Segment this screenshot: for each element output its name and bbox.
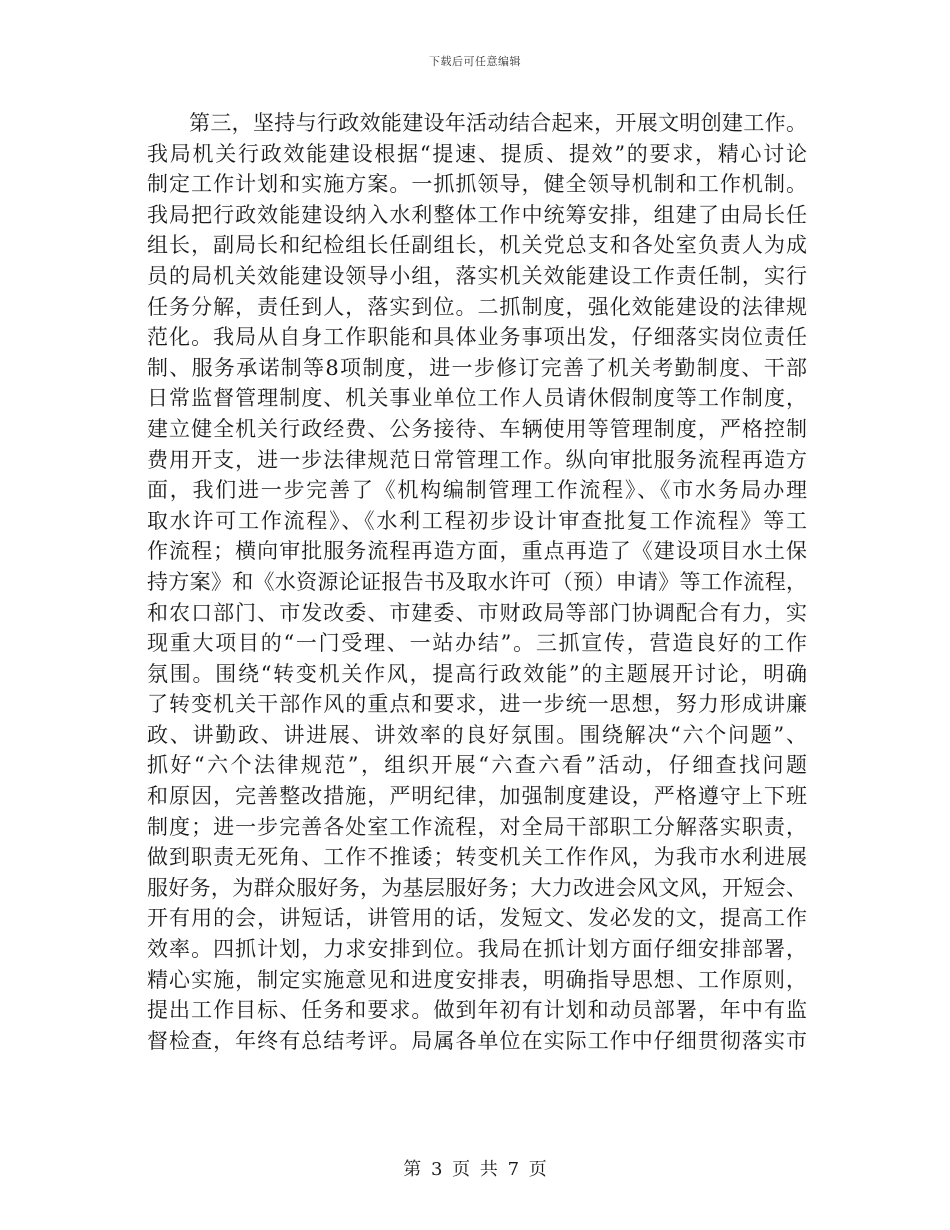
paragraph-line: 开有用的会，讲短话，讲管用的话，发短文、发必发的文，提高工作 [147, 906, 807, 931]
paragraph-line: 提出工作目标、任务和要求。做到年初有计划和动员部署，年中有监 [147, 998, 807, 1023]
paragraph-line: 抓好“六个法律规范”，组织开展“六查六看”活动，仔细查找问题 [147, 753, 807, 778]
paragraph-line: 我局机关行政效能建设根据“提速、提质、提效”的要求，精心讨论 [147, 141, 807, 166]
paragraph-line: 作流程；横向审批服务流程再造方面，重点再造了《建设项目水土保 [147, 539, 807, 564]
document-body [147, 108, 807, 1056]
paragraph-line: 督检查，年终有总结考评。局属各单位在实际工作中仔细贯彻落实市 [147, 1028, 807, 1053]
paragraph-line: 政、讲勤政、讲进展、讲效率的良好氛围。围绕解决“六个问题”、 [147, 722, 807, 747]
paragraph-line: 日常监督管理制度、机关事业单位工作人员请休假制度等工作制度， [147, 386, 807, 411]
paragraph-line: 费用开支，进一步法律规范日常管理工作。纵向审批服务流程再造方 [147, 447, 807, 472]
page-header: 下载后可任意编辑 [429, 55, 521, 68]
paragraph-line: 现重大项目的“一门受理、一站办结”。三抓宣传，营造良好的工作 [147, 631, 807, 656]
paragraph-line: 和原因，完善整改措施，严明纪律，加强制度建设，严格遵守上下班 [147, 784, 807, 809]
paragraph-line: 效率。四抓计划，力求安排到位。我局在抓计划方面仔细安排部署， [147, 937, 807, 962]
paragraph-line: 了转变机关干部作风的重点和要求，进一步统一思想，努力形成讲廉 [147, 692, 807, 717]
paragraph-line: 第三，坚持与行政效能建设年活动结合起来，开展文明创建工作。 [189, 111, 807, 135]
page-number-footer: 第 3 页 共 7 页 [403, 1159, 547, 1180]
paragraph-line: 制度；进一步完善各处室工作流程，对全局干部职工分解落实职责， [147, 814, 807, 839]
paragraph-line: 面，我们进一步完善了《机构编制管理工作流程》、《市水务局办理 [147, 478, 807, 503]
paragraph-line: 任务分解，责任到人，落实到位。二抓制度，强化效能建设的法律规 [147, 294, 807, 319]
paragraph-line: 持方案》和《水资源论证报告书及取水许可（预）申请》等工作流程， [147, 569, 807, 594]
paragraph-line: 制定工作计划和实施方案。一抓抓领导，健全领导机制和工作机制。 [147, 172, 807, 197]
paragraph-line: 组长，副局长和纪检组长任副组长，机关党总支和各处室负责人为成 [147, 233, 807, 258]
paragraph-line: 员的局机关效能建设领导小组，落实机关效能建设工作责任制，实行 [147, 263, 807, 288]
paragraph-line: 建立健全机关行政经费、公务接待、车辆使用等管理制度，严格控制 [147, 416, 807, 441]
paragraph-line: 取水许可工作流程》、《水利工程初步设计审查批复工作流程》等工 [147, 508, 807, 533]
paragraph-line: 和农口部门、市发改委、市建委、市财政局等部门协调配合有力，实 [147, 600, 807, 625]
paragraph-line: 范化。我局从自身工作职能和具体业务事项出发，仔细落实岗位责任 [147, 325, 807, 350]
paragraph-line: 做到职责无死角、工作不推诿；转变机关工作作风，为我市水利进展 [147, 845, 807, 870]
paragraph-line: 氛围。围绕“转变机关作风，提高行政效能”的主题展开讨论，明确 [147, 661, 807, 686]
paragraph-line: 我局把行政效能建设纳入水利整体工作中统筹安排，组建了由局长任 [147, 202, 807, 227]
paragraph-line: 制、服务承诺制等8项制度，进一步修订完善了机关考勤制度、干部 [147, 355, 807, 380]
paragraph-line: 精心实施，制定实施意见和进度安排表，明确指导思想、工作原则， [147, 967, 807, 992]
paragraph-line: 服好务，为群众服好务，为基层服好务；大力改进会风文风，开短会、 [147, 875, 807, 900]
